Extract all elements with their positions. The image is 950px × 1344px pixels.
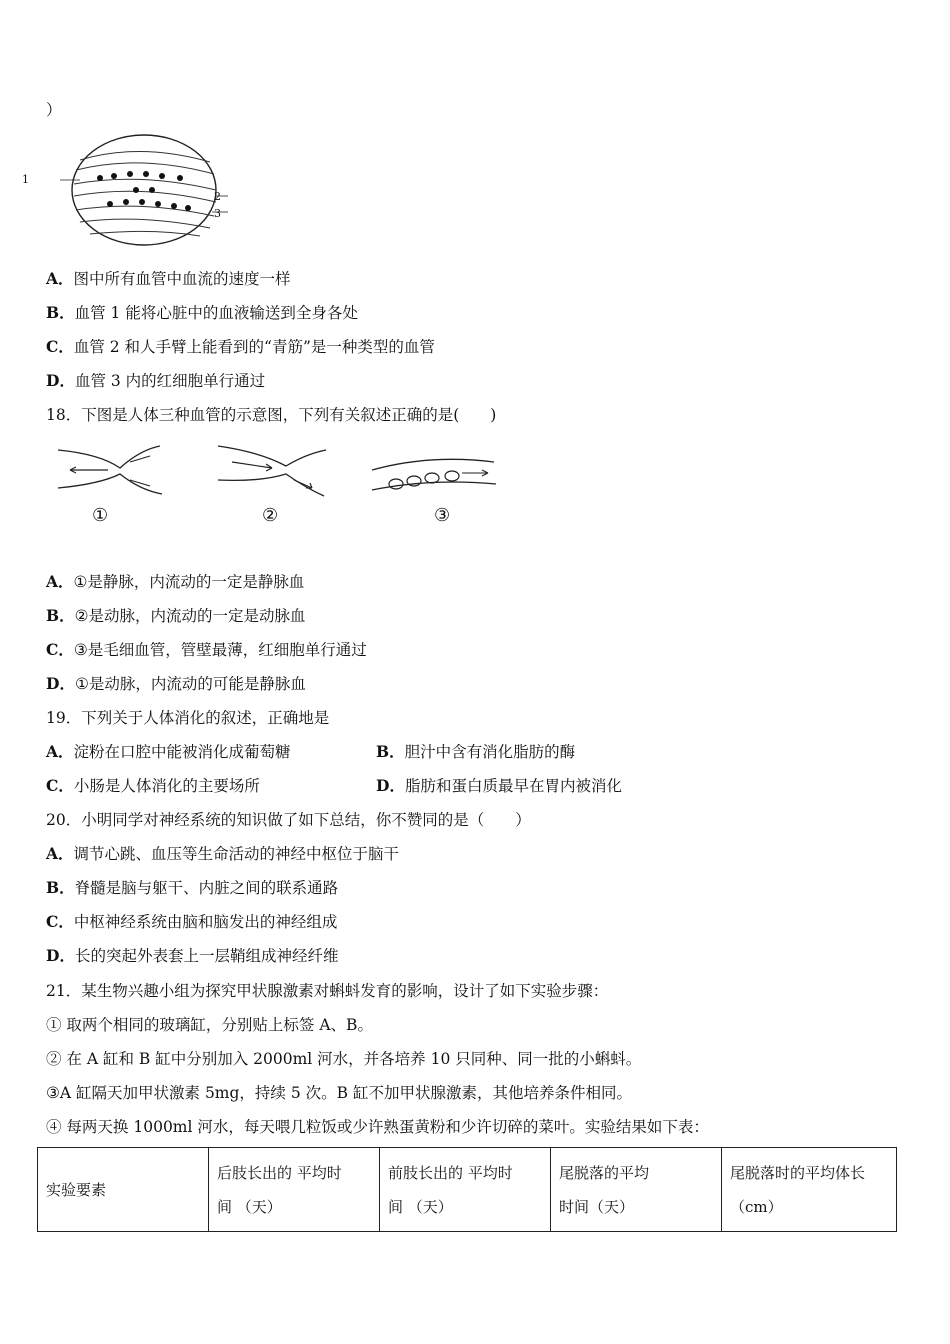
- header-cell-forelimb: 前肢长出的 平均时 间 （天）: [380, 1148, 551, 1232]
- q20-option-c: C．中枢神经系统由脑和脑发出的神经组成: [46, 912, 338, 931]
- header-cell-tail-length: 尾脱落时的平均体长 （cm）: [722, 1148, 897, 1232]
- experiment-results-table: [37, 1147, 897, 1232]
- q19-option-c: C．小肠是人体消化的主要场所: [46, 776, 260, 795]
- blood-vessel-microscope-figure: [40, 132, 230, 252]
- q20-stem: 20．小明同学对神经系统的知识做了如下总结，你不赞同的是（ ）: [46, 811, 531, 829]
- q19-stem: 19．下列关于人体消化的叙述，正确地是: [46, 709, 330, 727]
- q21-step-2: ② 在 A 缸和 B 缸中分别加入 2000ml 河水，并各培养 10 只同种、同一批的小蝌蚪。: [46, 1050, 642, 1068]
- fig2-label-2: ②: [262, 505, 279, 526]
- q21-step-3: ③A 缸隔天加甲状激素 5mg，持续 5 次。B 缸不加甲状腺激素，其他培养条件相同。: [46, 1084, 632, 1102]
- header-cell-factor: 实验要素: [38, 1148, 209, 1232]
- prev-question-paren: ）: [46, 101, 62, 119]
- table-header-row: [38, 1148, 897, 1232]
- q18-option-d: D．①是动脉，内流动的可能是静脉血: [46, 674, 306, 693]
- q18-stem: 18．下图是人体三种血管的示意图，下列有关叙述正确的是( ): [46, 406, 497, 424]
- q21-step-1: ① 取两个相同的玻璃缸，分别贴上标签 A、B。: [46, 1016, 373, 1034]
- q19-option-d: D．脂肪和蛋白质最早在胃内被消化: [376, 776, 622, 795]
- q20-option-d: D．长的突起外表套上一层鞘组成神经纤维: [46, 946, 339, 965]
- q20-option-a: A．调节心跳、血压等生命活动的神经中枢位于脑干: [46, 844, 400, 863]
- fig2-label-3: ③: [434, 505, 451, 526]
- q18-option-c: C．③是毛细血管，管壁最薄，红细胞单行通过: [46, 640, 367, 659]
- q17-option-c: C．血管 2 和人手臂上能看到的“青筋”是一种类型的血管: [46, 337, 435, 356]
- q19-option-b: B．胆汁中含有消化脂肪的酶: [376, 742, 576, 761]
- q18-option-a: A．①是静脉，内流动的一定是静脉血: [46, 572, 305, 591]
- q19-option-a: A．淀粉在口腔中能被消化成葡萄糖: [46, 742, 291, 761]
- fig1-label-2: 2: [214, 190, 221, 203]
- q17-option-d: D．血管 3 内的红细胞单行通过: [46, 371, 266, 390]
- fig1-label-1: 1: [22, 173, 29, 186]
- three-vessels-figure: [50, 440, 510, 510]
- header-cell-hindlimb: 后肢长出的 平均时 间 （天）: [209, 1148, 380, 1232]
- header-cell-tail-time: 尾脱落的平均 时间（天）: [551, 1148, 722, 1232]
- q17-option-b: B．血管 1 能将心脏中的血液输送到全身各处: [46, 303, 358, 322]
- q18-option-b: B．②是动脉，内流动的一定是动脉血: [46, 606, 306, 625]
- q20-option-b: B．脊髓是脑与躯干、内脏之间的联系通路: [46, 878, 339, 897]
- q21-stem: 21．某生物兴趣小组为探究甲状腺激素对蝌蚪发育的影响，设计了如下实验步骤：: [46, 982, 609, 1000]
- q17-option-a: A．图中所有血管中血流的速度一样: [46, 269, 291, 288]
- fig1-label-3: 3: [214, 207, 221, 220]
- q21-step-4: ④ 每两天换 1000ml 河水，每天喂几粒饭或少许熟蛋黄粉和少许切碎的菜叶。实验结果如下表：: [46, 1118, 709, 1136]
- fig2-label-1: ①: [92, 505, 109, 526]
